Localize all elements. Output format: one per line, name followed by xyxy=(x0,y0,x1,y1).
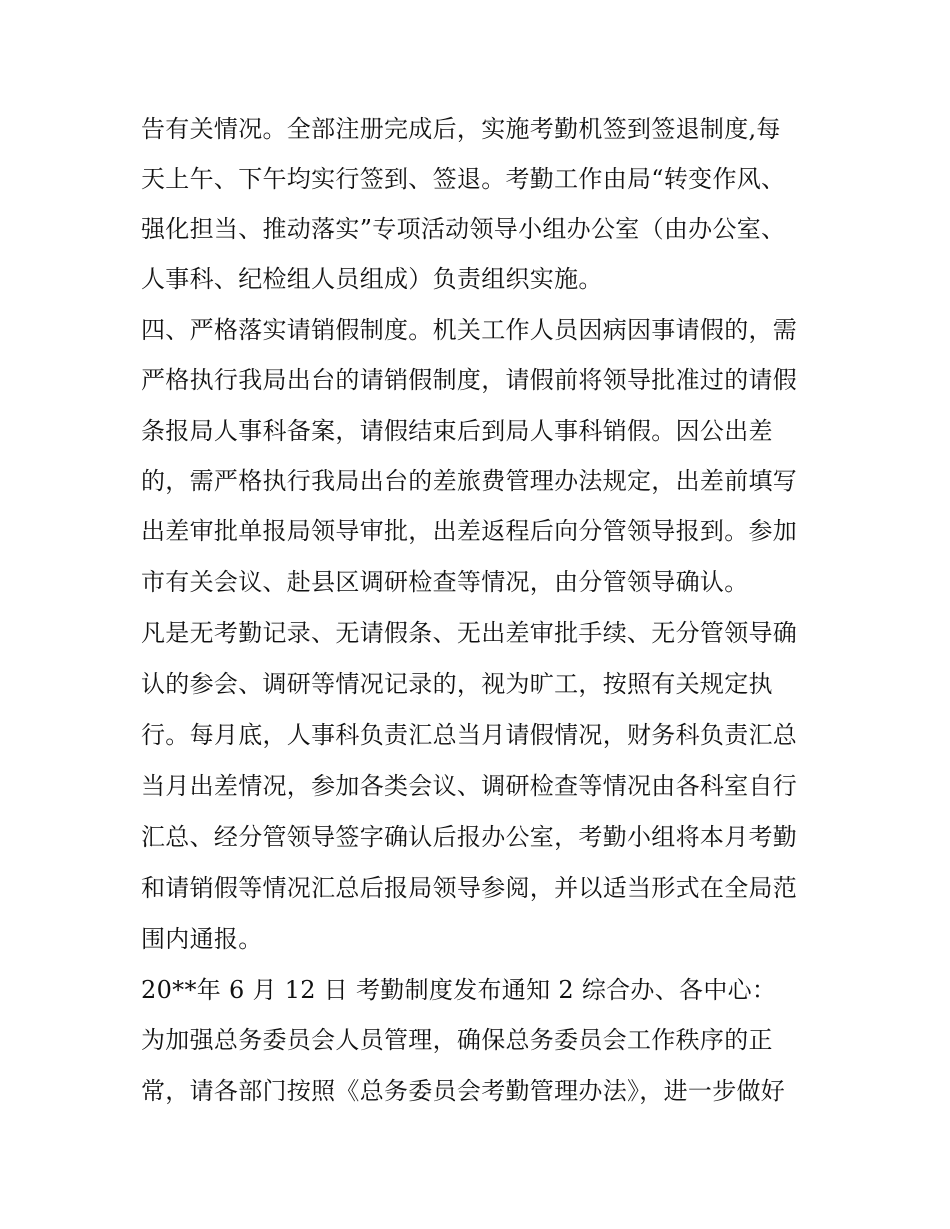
text-line: 行。每月底，人事科负责汇总当月请假情况，财务科负责汇总 xyxy=(141,721,798,749)
text-line: 市有关会议、赴县区调研检查等情况，由分管领导确认。 xyxy=(141,568,749,596)
text-line: 条报局人事科备案，请假结束后到局人事科销假。因公出差 xyxy=(141,417,773,445)
text-line: 告有关情况。全部注册完成后，实施考勤机签到签退制度,每 xyxy=(141,115,781,143)
text-line: 围内通报。 xyxy=(141,925,263,953)
text-line: 天上午、下午均实行签到、签退。考勤工作由局“转变作风、 xyxy=(141,165,786,193)
text-line: 为加强总务委员会人员管理，确保总务委员会工作秩序的正 xyxy=(141,1026,773,1054)
text-line: 凡是无考勤记录、无请假条、无出差审批手续、无分管领导确 xyxy=(141,619,798,647)
text-line: 认的参会、调研等情况记录的，视为旷工，按照有关规定执 xyxy=(141,670,773,698)
text-line: 20**年 6 月 12 日 考勤制度发布通知 2 综合办、各中心： xyxy=(141,976,777,1004)
text-line: 严格执行我局出台的请销假制度，请假前将领导批准过的请假 xyxy=(141,366,798,394)
text-line: 汇总、经分管领导签字确认后报办公室，考勤小组将本月考勤 xyxy=(141,823,798,851)
text-line: 的，需严格执行我局出台的差旅费管理办法规定，出差前填写 xyxy=(141,467,798,495)
text-line: 当月出差情况，参加各类会议、调研检查等情况由各科室自行 xyxy=(141,772,798,800)
text-line: 强化担当、推动落实”专项活动领导小组办公室（由办公室、 xyxy=(141,215,786,243)
text-line: 和请销假等情况汇总后报局领导参阅，并以适当形式在全局范 xyxy=(141,874,798,902)
text-line: 出差审批单报局领导审批，出差返程后向分管领导报到。参加 xyxy=(141,517,798,545)
text-line: 人事科、纪检组人员组成）负责组织实施。 xyxy=(141,265,603,293)
text-line: 四、严格落实请销假制度。机关工作人员因病因事请假的，需 xyxy=(141,316,798,344)
text-line: 常，请各部门按照《总务委员会考勤管理办法》，进一步做好 xyxy=(141,1077,786,1105)
